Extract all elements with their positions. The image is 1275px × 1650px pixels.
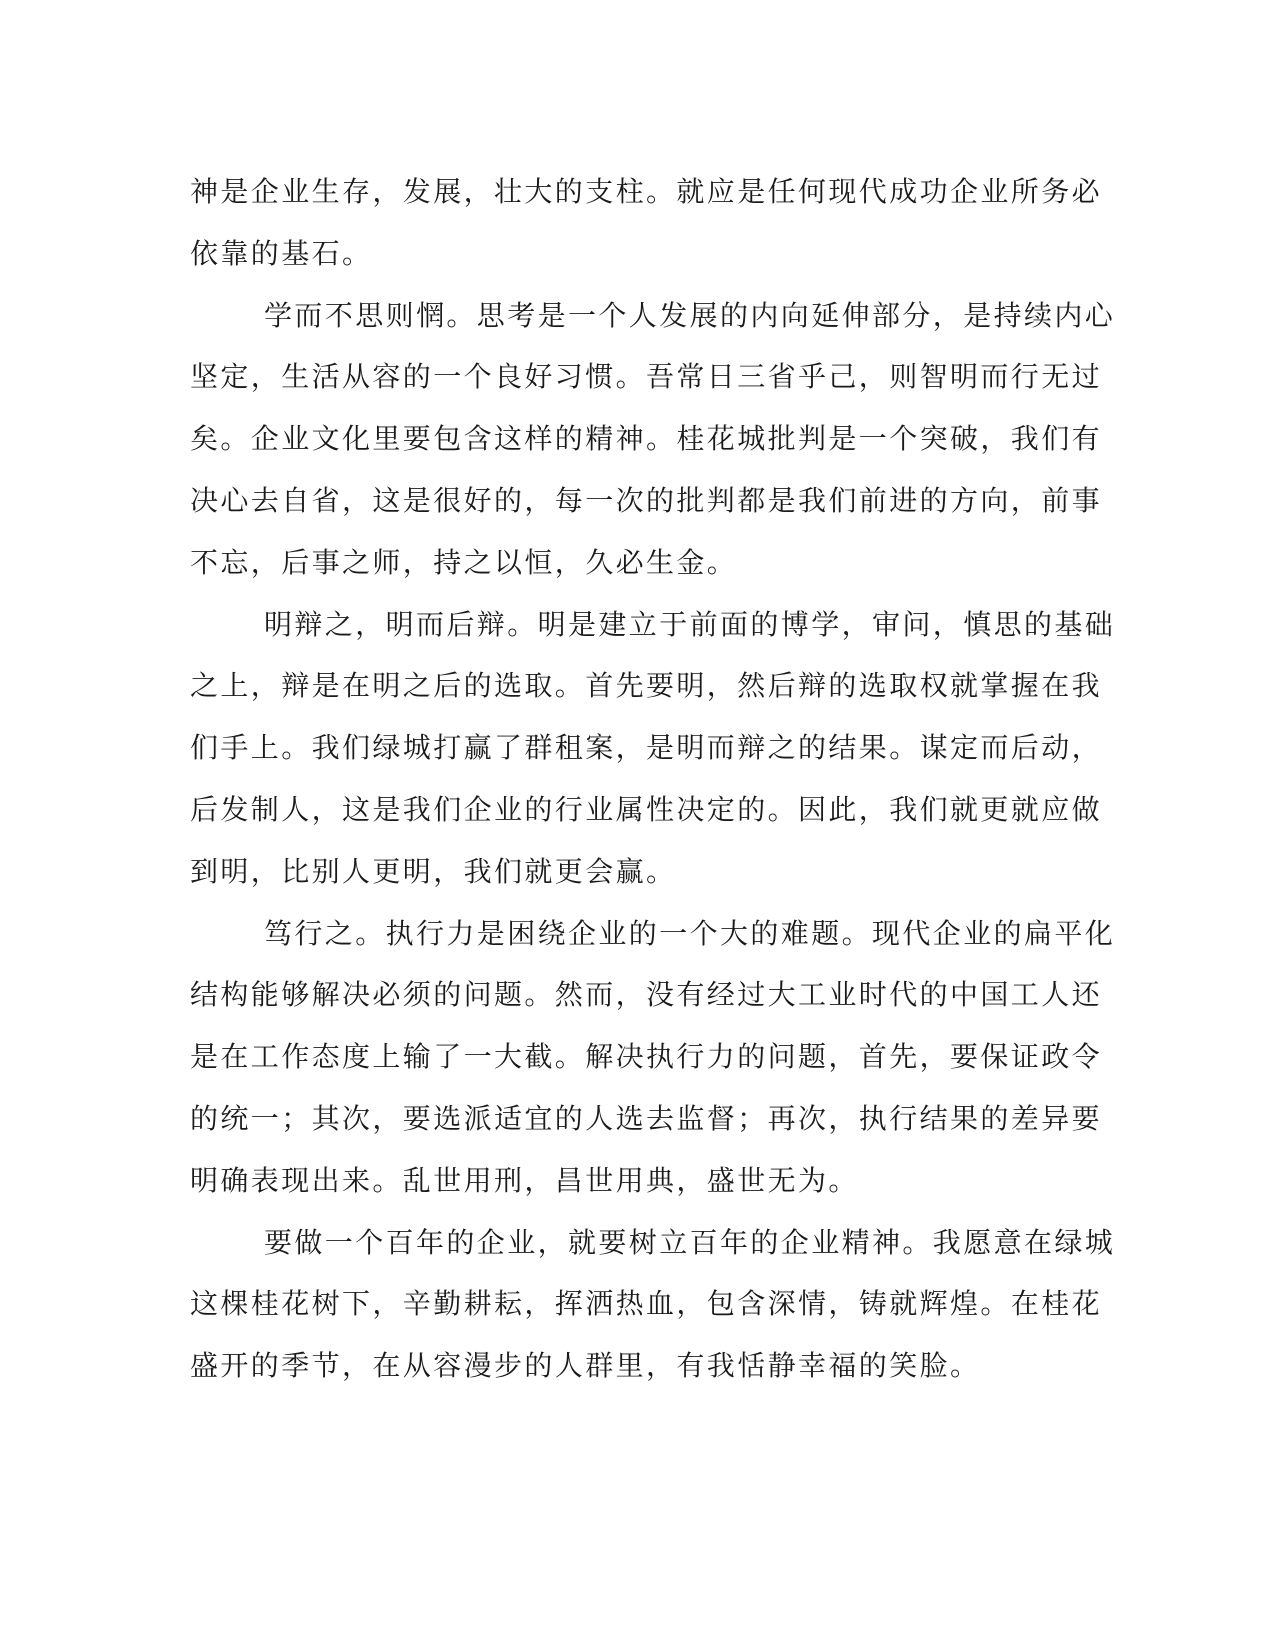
text-line: 盛开的季节，在从容漫步的人群里，有我恬静幸福的笑脸。 (190, 1349, 981, 1383)
text-line: 结构能够解决必须的问题。然而，没有经过大工业时代的中国工人还 (190, 978, 1103, 1012)
paragraph (190, 594, 1116, 903)
text-line: 坚定，生活从容的一个良好习惯。吾常日三省乎己，则智明而行无过 (190, 360, 1103, 394)
text-line: 明确表现出来。乱世用刑，昌世用典，盛世无为。 (190, 1163, 859, 1197)
text-line: 的统一；其次，要选派适宜的人选去监督；再次，执行结果的差异要 (190, 1101, 1103, 1135)
text-line: 不忘，后事之师，持之以恒，久必生金。 (190, 545, 738, 579)
paragraph (190, 285, 1116, 594)
document-body (190, 161, 1116, 1397)
paragraph (190, 161, 1103, 285)
text-line: 这棵桂花树下，辛勤耕耘，挥洒热血，包含深情，铸就辉煌。在桂花 (190, 1287, 1103, 1321)
paragraph (190, 1212, 1116, 1397)
text-line: 要做一个百年的企业，就要树立百年的企业精神。我愿意在绿城 (264, 1225, 1116, 1259)
text-line: 学而不思则惘。思考是一个人发展的内向延伸部分，是持续内心 (264, 298, 1116, 332)
text-line: 之上，辩是在明之后的选取。首先要明，然后辩的选取权就掌握在我 (190, 669, 1103, 703)
text-line: 们手上。我们绿城打赢了群租案，是明而辩之的结果。谋定而后动， (190, 731, 1103, 765)
text-line: 矣。企业文化里要包含这样的精神。桂花城批判是一个突破，我们有 (190, 422, 1103, 456)
text-line: 笃行之。执行力是困绕企业的一个大的难题。现代企业的扁平化 (264, 916, 1116, 950)
text-line: 决心去自省，这是很好的，每一次的批判都是我们前进的方向，前事 (190, 483, 1103, 517)
text-line: 明辩之，明而后辩。明是建立于前面的博学，审问，慎思的基础 (264, 607, 1116, 641)
text-line: 到明，比别人更明，我们就更会赢。 (190, 854, 677, 888)
text-line: 后发制人，这是我们企业的行业属性决定的。因此，我们就更就应做 (190, 792, 1103, 826)
text-line: 是在工作态度上输了一大截。解决执行力的问题，首先，要保证政令 (190, 1040, 1103, 1074)
text-line: 神是企业生存，发展，壮大的支柱。就应是任何现代成功企业所务必 (190, 175, 1103, 208)
text-line: 依靠的基石。 (190, 236, 373, 270)
paragraph (190, 903, 1116, 1212)
